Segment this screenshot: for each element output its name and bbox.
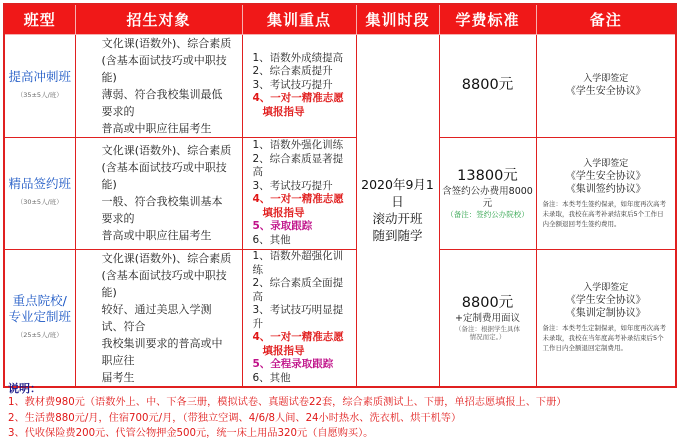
- class-name-cell: [4, 137, 75, 249]
- period-line: 2020年9月1日: [361, 177, 434, 209]
- target-line: 一般、符合我校集训基本要求的: [101, 195, 223, 225]
- focus-cell: [242, 137, 356, 249]
- class-capacity: （35±5人/班）: [16, 90, 63, 99]
- class-capacity: （30±5人/班）: [16, 198, 63, 206]
- focus-item: 填报指导: [262, 105, 305, 118]
- focus-item: 3、考试技巧明显提升: [252, 304, 344, 330]
- class-name-cell: [4, 34, 75, 137]
- focus-item: 填报指导: [262, 206, 305, 219]
- table-row: [4, 34, 676, 137]
- note-cell: [536, 34, 676, 137]
- class-capacity: （25±5人/班）: [16, 330, 63, 339]
- footer-line: 2、生活费880元/月，住宿700元/月，（带独立空调、4/6/8人间、24小时热水、洗衣机、烘干机等）: [8, 412, 462, 424]
- class-name: 精品签约班: [8, 176, 71, 191]
- focus-item: 1、语数外成绩提高: [252, 51, 344, 64]
- footer-line: 1、教材费980元（语数外上、中、下各三册，模拟试卷、真题试卷22套，综合素质测试上、下册，单招志愿填报上、下册）: [8, 397, 567, 408]
- fee-sub: 含签约公办费用8000元: [442, 185, 533, 209]
- focus-item: 2、综合素质显著提高: [252, 152, 344, 178]
- target-line: (含基本面试技巧或中职技能): [101, 53, 227, 84]
- header-notes: 备注: [536, 4, 676, 34]
- note-line: 《学生安全协议》: [565, 170, 646, 182]
- class-name-cell: [4, 249, 75, 387]
- header-target-students: 招生对象: [75, 4, 242, 34]
- target-line: 薄弱、符合我校集训最低要求的: [101, 87, 223, 118]
- note-cell: [536, 249, 676, 387]
- target-line: 文化课(语数外)、综合素质: [101, 144, 232, 157]
- focus-item: 6、其他: [252, 371, 291, 384]
- focus-item: 1、语数外强化训练: [252, 139, 344, 151]
- target-cell: [75, 249, 242, 387]
- fee-cell: [439, 249, 536, 387]
- focus-cell: [242, 249, 356, 387]
- header-tuition: 学费标准: [439, 4, 536, 34]
- focus-item: 填报指导: [262, 344, 305, 357]
- target-cell: [75, 34, 242, 137]
- footer-line: 3、代收保险费200元、代管公物押金500元，统一床上用品320元（自愿购买）。: [8, 428, 374, 439]
- note-cell: [536, 137, 676, 249]
- note-remark: 备注：本类考生定制保录，如年度再次高考未录取，我校在当年度高考补录结束后5个工作日内全额退回定制费用。: [542, 324, 666, 352]
- target-line: 普高或中职应往届考生: [101, 229, 212, 242]
- focus-item: 5、全程录取跟踪: [252, 358, 334, 370]
- target-line: 文化课(语数外)、综合素质: [101, 36, 232, 50]
- header-class-type: 班型: [4, 4, 75, 34]
- fee-price: 8800元: [461, 295, 514, 311]
- note-line: 《集训定制协议》: [565, 308, 646, 319]
- period-cell: [356, 34, 439, 387]
- target-line: 较好、通过美思入学测试、符合: [101, 302, 212, 333]
- table-row: [4, 249, 676, 387]
- period-line: 随到随学: [372, 228, 423, 243]
- fee-remark: 情况而定。）: [469, 333, 506, 341]
- note-line: 《学生安全协议》: [565, 295, 646, 306]
- class-name: 专业定制班: [8, 308, 71, 324]
- note-line: 入学即签定: [583, 283, 629, 293]
- header-row: [4, 4, 676, 34]
- note-line: 《集训签约协议》: [565, 183, 646, 195]
- note-line: 入学即签定: [583, 74, 629, 84]
- fee-price: 13800元: [457, 167, 518, 184]
- target-cell: [75, 137, 242, 249]
- table-row: [4, 137, 676, 249]
- target-line: 我校集训要求的普高或中职应往: [101, 336, 223, 367]
- fee-remark: （备注：签约公办院校）: [446, 209, 529, 219]
- focus-item: 4、一对一精准志愿: [252, 193, 344, 205]
- focus-item: 3、考试技巧提升: [252, 179, 333, 192]
- note-remark: 备注：本类考生签约保录，如年度再次高考未录取，我校在高考补录结束后5个工作日内全额退回考生签约费用。: [542, 199, 666, 228]
- footer-notes: [8, 382, 673, 440]
- focus-cell: [242, 34, 356, 137]
- target-line: 届考生: [101, 370, 135, 384]
- target-line: (含基本面试技巧或中职技能): [101, 161, 227, 191]
- class-name: 重点院校/: [12, 292, 67, 308]
- period-line: 滚动开班: [372, 211, 423, 226]
- focus-item: 3、考试技巧提升: [252, 78, 333, 91]
- target-line: 普高或中职应往届考生: [101, 121, 212, 135]
- focus-item: 6、其他: [252, 233, 291, 246]
- tuition-table: [3, 3, 677, 388]
- focus-item: 2、综合素质提升: [252, 65, 333, 78]
- fee-sub: +定制费用面议: [455, 313, 520, 324]
- focus-item: 5、录取跟踪: [252, 220, 313, 232]
- fee-remark: （备注：根据学生具体: [455, 325, 520, 333]
- header-training-period: 集训时段: [356, 4, 439, 34]
- focus-item: 4、一对一精准志愿: [252, 92, 344, 105]
- note-line: 《学生安全协议》: [565, 86, 646, 97]
- fee-cell: [439, 34, 536, 137]
- target-line: 文化课(语数外)、综合素质: [101, 251, 232, 265]
- footer-title: 说明：: [8, 382, 41, 395]
- fee-price: 8800元: [461, 77, 514, 93]
- focus-item: 1、语数外超强化训练: [252, 250, 344, 276]
- target-line: (含基本面试技巧或中职技能): [101, 268, 227, 299]
- header-training-focus: 集训重点: [242, 4, 356, 34]
- focus-item: 2、综合素质全面提高: [252, 277, 344, 303]
- focus-item: 4、一对一精准志愿: [252, 331, 344, 343]
- note-line: 入学即签定: [583, 158, 629, 169]
- class-name: 提高冲刺班: [8, 68, 71, 84]
- fee-cell: [439, 137, 536, 249]
